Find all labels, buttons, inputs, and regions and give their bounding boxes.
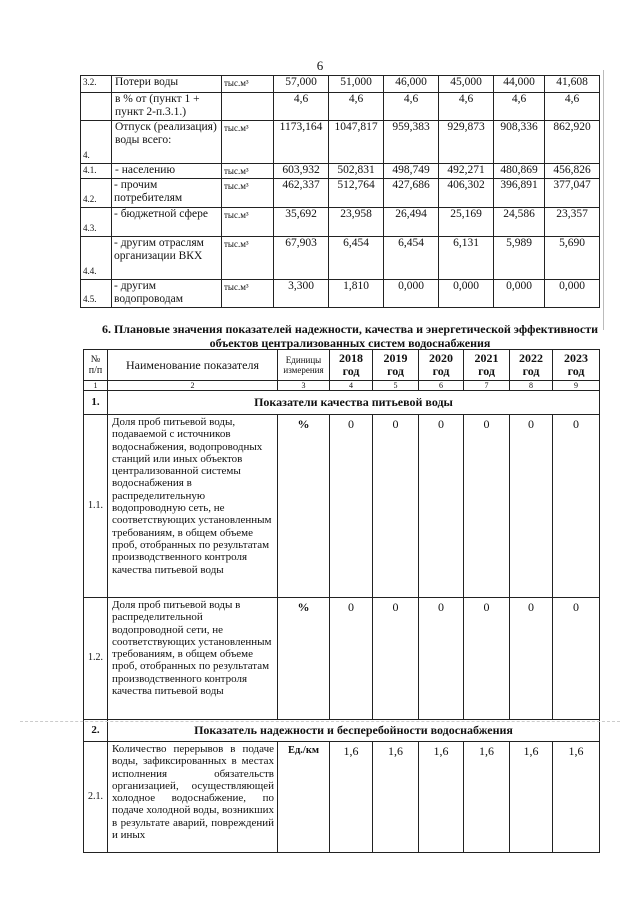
header-year: 2019 год <box>373 350 419 381</box>
row-value: 6,454 <box>384 237 439 280</box>
row-value: 1,6 <box>464 742 510 853</box>
row-value: 6,131 <box>439 237 494 280</box>
header-year: 2021 год <box>464 350 510 381</box>
column-index: 7 <box>464 381 510 391</box>
row-unit: тыс.м³ <box>222 179 274 208</box>
row-value: 0 <box>419 415 464 598</box>
row-name: Доля проб питьевой воды в распределительной водопроводной сети, не соответствующих установленным требованиям, в общем объеме проб, отобранных по результатам производственного контроля качества питьевой воды <box>108 598 278 720</box>
section-number: 1. <box>84 391 108 415</box>
row-value: 46,000 <box>384 76 439 93</box>
row-unit: % <box>278 598 330 720</box>
row-value: 0 <box>330 415 373 598</box>
scan-fold-line <box>20 721 620 722</box>
row-value: 492,271 <box>439 164 494 179</box>
page-number: 6 <box>316 58 324 73</box>
row-value: 5,690 <box>545 237 600 280</box>
row-value: 0 <box>510 598 553 720</box>
scan-edge-mark <box>603 70 604 330</box>
row-value: 427,686 <box>384 179 439 208</box>
row-value: 0 <box>330 598 373 720</box>
row-number: 1.1. <box>84 415 108 598</box>
column-index: 6 <box>419 381 464 391</box>
row-value: 1,6 <box>510 742 553 853</box>
table-row <box>81 280 600 308</box>
row-number: 4.1. <box>81 164 112 179</box>
row-name: - бюджетной сфере <box>112 208 222 237</box>
section-title: Показатели качества питьевой воды <box>108 391 600 415</box>
row-value: 26,494 <box>384 208 439 237</box>
row-value: 23,357 <box>545 208 600 237</box>
header-unit: Единицы измерения <box>278 350 330 381</box>
row-value: 0 <box>373 415 419 598</box>
row-value: 4,6 <box>329 93 384 121</box>
row-name: - прочим потребителям <box>112 179 222 208</box>
row-value: 0,000 <box>494 280 545 308</box>
row-value: 0 <box>419 598 464 720</box>
row-value: 4,6 <box>274 93 329 121</box>
row-value: 44,000 <box>494 76 545 93</box>
section-row <box>84 720 600 742</box>
row-unit: тыс.м³ <box>222 280 274 308</box>
section-row <box>84 391 600 415</box>
row-value: 6,454 <box>329 237 384 280</box>
row-value: 0,000 <box>545 280 600 308</box>
header-number: № п/п <box>84 350 108 381</box>
row-value: 24,586 <box>494 208 545 237</box>
row-value: 0 <box>373 598 419 720</box>
row-number: 3.2. <box>81 76 112 93</box>
row-number: 4.2. <box>81 179 112 208</box>
row-value: 4,6 <box>545 93 600 121</box>
header-year: 2020 год <box>419 350 464 381</box>
table-row <box>81 237 600 280</box>
section-number: 2. <box>84 720 108 742</box>
column-index: 1 <box>84 381 108 391</box>
row-value: 512,764 <box>329 179 384 208</box>
row-value: 0 <box>553 598 600 720</box>
row-value: 0,000 <box>439 280 494 308</box>
row-unit: тыс.м³ <box>222 237 274 280</box>
header-year: 2022 год <box>510 350 553 381</box>
row-name: Количество перерывов в подаче воды, зафиксированных в местах исполнения обязательств организацией, осуществляющей холодное водоснабжение, по подаче холодной воды, возникших в результате аварий, повреждений и иных <box>108 742 278 853</box>
row-unit: % <box>278 415 330 598</box>
row-value: 1,6 <box>553 742 600 853</box>
section-title: Показатель надежности и бесперебойности водоснабжения <box>108 720 600 742</box>
column-index: 9 <box>553 381 600 391</box>
row-value: 1173,164 <box>274 121 329 164</box>
row-number: 4.4. <box>81 237 112 280</box>
row-value: 25,169 <box>439 208 494 237</box>
table-row <box>81 121 600 164</box>
table-row <box>81 164 600 179</box>
column-index: 4 <box>330 381 373 391</box>
header-name: Наименование показателя <box>108 350 278 381</box>
row-value: 1,6 <box>419 742 464 853</box>
row-value: 1,6 <box>330 742 373 853</box>
row-value: 377,047 <box>545 179 600 208</box>
section-heading: 6. Плановые значения показателей надежности, качества и энергетической эффективности объектов централизованных систем водоснабжения <box>101 322 599 350</box>
row-value: 57,000 <box>274 76 329 93</box>
row-value: 502,831 <box>329 164 384 179</box>
row-number: 4.5. <box>81 280 112 308</box>
table-row <box>84 598 600 720</box>
column-index: 5 <box>373 381 419 391</box>
table-row <box>81 93 600 121</box>
column-index: 3 <box>278 381 330 391</box>
row-name: в % от (пункт 1 + пункт 2-п.3.1.) <box>112 93 222 121</box>
row-value: 4,6 <box>439 93 494 121</box>
row-number: 4.3. <box>81 208 112 237</box>
row-value: 959,383 <box>384 121 439 164</box>
row-value: 1047,817 <box>329 121 384 164</box>
indicators-table <box>83 349 600 853</box>
row-value: 0 <box>464 598 510 720</box>
row-value: 4,6 <box>384 93 439 121</box>
row-value: 0 <box>553 415 600 598</box>
table-row <box>84 415 600 598</box>
row-name: Потери воды <box>112 76 222 93</box>
row-value: 396,891 <box>494 179 545 208</box>
row-value: 929,873 <box>439 121 494 164</box>
row-value: 862,920 <box>545 121 600 164</box>
row-value: 603,932 <box>274 164 329 179</box>
row-unit: тыс.м³ <box>222 121 274 164</box>
column-index: 2 <box>108 381 278 391</box>
table-row <box>84 742 600 853</box>
column-index-row <box>84 381 600 391</box>
column-index: 8 <box>510 381 553 391</box>
row-number: 4. <box>81 121 112 164</box>
row-value: 1,6 <box>373 742 419 853</box>
header-year: 2018 год <box>330 350 373 381</box>
row-value: 41,608 <box>545 76 600 93</box>
row-value: 51,000 <box>329 76 384 93</box>
row-value: 3,300 <box>274 280 329 308</box>
row-unit: тыс.м³ <box>222 76 274 93</box>
row-name: - населению <box>112 164 222 179</box>
table-row <box>81 208 600 237</box>
row-value: 67,903 <box>274 237 329 280</box>
water-balance-table <box>80 75 600 308</box>
row-value: 498,749 <box>384 164 439 179</box>
row-value: 908,336 <box>494 121 545 164</box>
row-value: 45,000 <box>439 76 494 93</box>
row-name: Отпуск (реализация) воды всего: <box>112 121 222 164</box>
row-value: 4,6 <box>494 93 545 121</box>
row-value: 462,337 <box>274 179 329 208</box>
row-value: 480,869 <box>494 164 545 179</box>
row-value: 23,958 <box>329 208 384 237</box>
row-name: - другим отраслям организации ВКХ <box>112 237 222 280</box>
table-header <box>84 350 600 381</box>
row-unit <box>222 93 274 121</box>
row-number <box>81 93 112 121</box>
row-unit: тыс.м³ <box>222 164 274 179</box>
row-value: 0 <box>464 415 510 598</box>
row-value: 5,989 <box>494 237 545 280</box>
row-value: 1,810 <box>329 280 384 308</box>
row-value: 0,000 <box>384 280 439 308</box>
row-name: Доля проб питьевой воды, подаваемой с источников водоснабжения, водопроводных станций или иных объектов централизованной системы водоснабжения в распределительную водопроводную сеть, не соответствующих установленным требованиям, в общем объеме проб, отобранных по результатам производственного контроля качества питьевой воды <box>108 415 278 598</box>
table-row <box>81 179 600 208</box>
row-number: 2.1. <box>84 742 108 853</box>
row-name: - другим водопроводам <box>112 280 222 308</box>
row-number: 1.2. <box>84 598 108 720</box>
row-value: 0 <box>510 415 553 598</box>
table-row <box>81 76 600 93</box>
row-value: 406,302 <box>439 179 494 208</box>
row-unit: Ед./км <box>278 742 330 853</box>
header-year: 2023 год <box>553 350 600 381</box>
row-value: 456,826 <box>545 164 600 179</box>
row-value: 35,692 <box>274 208 329 237</box>
row-unit: тыс.м³ <box>222 208 274 237</box>
